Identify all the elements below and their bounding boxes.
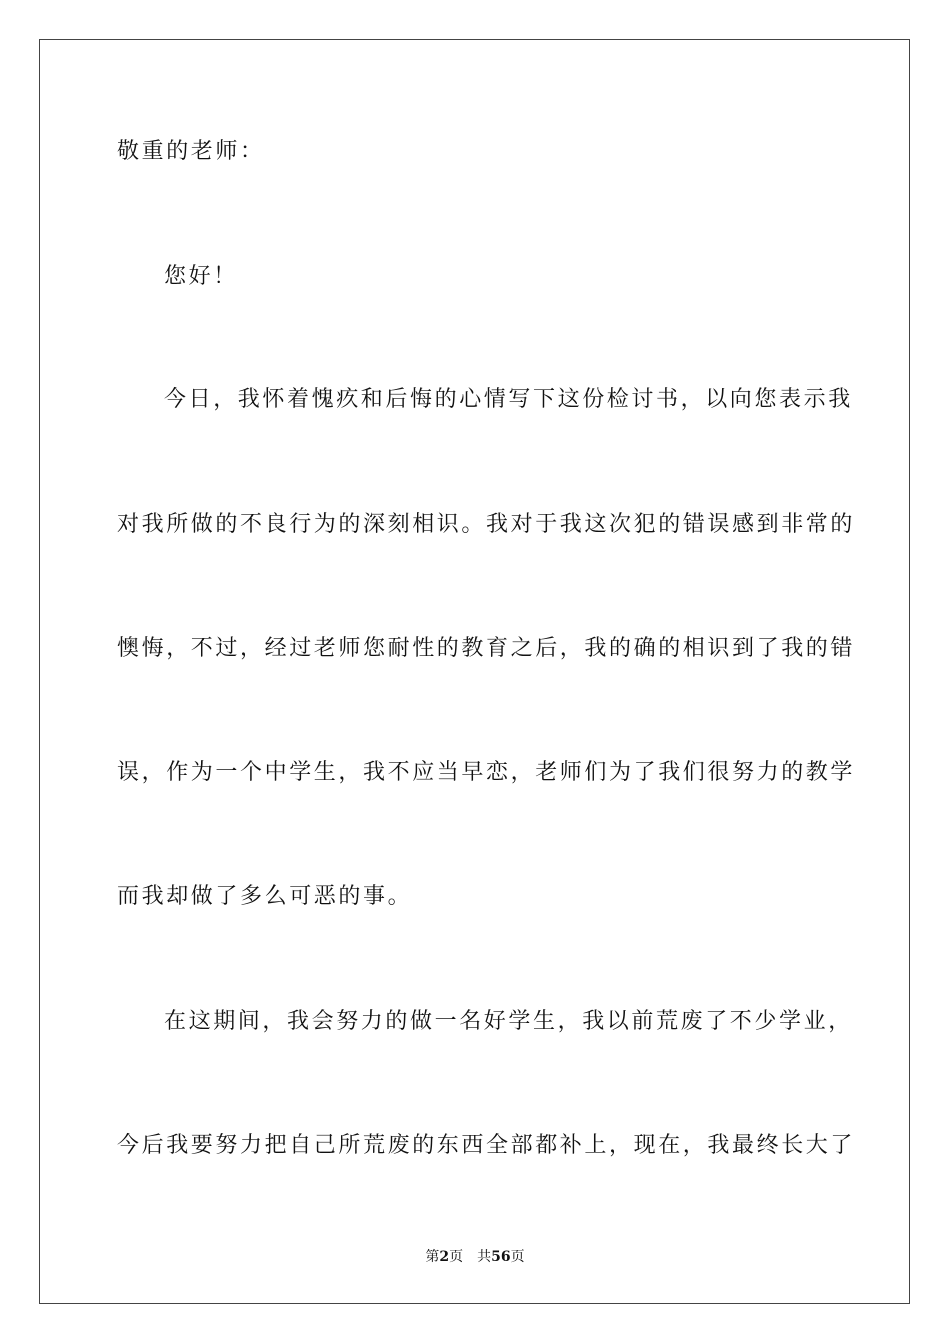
paragraph-line: 误，作为一个中学生，我不应当早恋，老师们为了我们很努力的教学 [117, 760, 856, 785]
total-suffix: 页 [510, 1249, 525, 1265]
paragraph-line: 今日，我怀着愧疚和后悔的心情写下这份检讨书，以向您表示我 [164, 387, 853, 412]
page-prefix: 第 [425, 1249, 440, 1265]
total-pages: 56 [491, 1249, 511, 1265]
greeting: 您好！ [164, 264, 238, 289]
salutation: 敬重的老师： [117, 139, 265, 164]
page-border [39, 39, 910, 1304]
paragraph-line: 而我却做了多么可恶的事。 [117, 884, 413, 909]
page-suffix: 页 [449, 1249, 464, 1265]
paragraph-line: 在这期间，我会努力的做一名好学生，我以前荒废了不少学业， [164, 1009, 853, 1034]
total-prefix: 共 [477, 1249, 492, 1265]
page-footer [0, 1247, 950, 1267]
page-number: 2 [439, 1249, 450, 1265]
paragraph-line: 懊悔，不过，经过老师您耐性的教育之后，我的确的相识到了我的错 [117, 636, 856, 661]
paragraph-line: 今后我要努力把自己所荒废的东西全部都补上，现在，我最终长大了 [117, 1133, 856, 1158]
paragraph-line: 对我所做的不良行为的深刻相识。我对于我这次犯的错误感到非常的 [117, 512, 856, 537]
